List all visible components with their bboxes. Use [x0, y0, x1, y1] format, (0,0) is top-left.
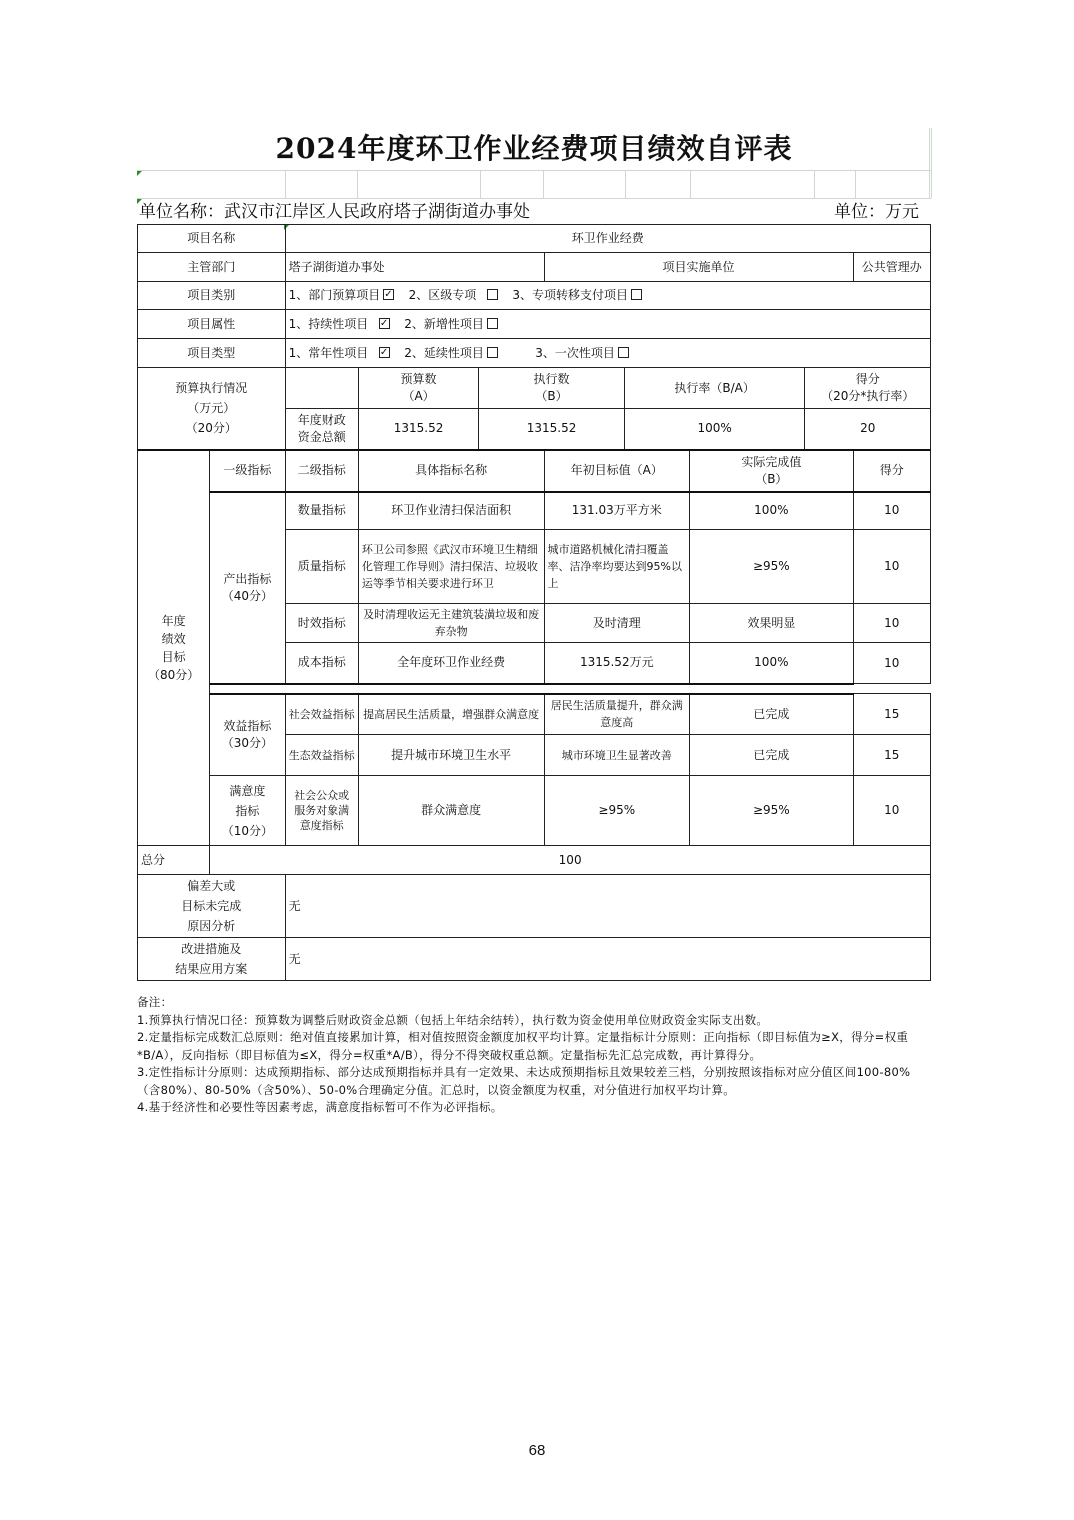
- budget-label: [138, 368, 286, 450]
- col-score-line1: 得分: [855, 372, 880, 386]
- goal-score: 15: [853, 694, 930, 735]
- attr-option-1: 1、持续性项目: [288, 316, 369, 331]
- category-option-2: 2、区级专项: [408, 288, 477, 302]
- goals-label-line2: 绩效: [161, 631, 186, 646]
- type-option-2: 2、延续性项目: [404, 345, 484, 360]
- type-option-1: 1、常年性项目: [288, 345, 369, 360]
- satisfaction-indicator-label: [210, 776, 285, 846]
- goal-target: ≥95%: [544, 776, 690, 846]
- note-item: 4.基于经济性和必要性等因素考虑，满意度指标暂可不作为必评指标。: [137, 1100, 503, 1114]
- goals-label-line1: 年度: [161, 613, 186, 628]
- spacer-cell: [210, 684, 853, 694]
- goals-label-line3: 目标: [161, 649, 186, 664]
- checkbox-empty-icon: [618, 347, 629, 358]
- goal-row: [138, 492, 931, 530]
- note-item: 2.定量指标完成数汇总原则：绝对值直接累加计算，相对值按照资金额度加权平均计算。定量指标计分原则：正向指标（即目标值为≥X，得分=权重*B/A），反向指标（即目标值为≤X，得分=权重*A/B），得分不得突破权重总额。定量指标先汇总完成数，再计算得分。: [137, 1030, 909, 1062]
- goal-level2: 数量指标: [285, 492, 358, 530]
- goal-actual: 100%: [690, 492, 854, 530]
- col-rate: 执行率（B/A）: [624, 368, 805, 409]
- row-goals-header: [138, 450, 931, 492]
- page-title: 2024年度环卫作业经费项目绩效自评表: [275, 132, 793, 165]
- notes-section: [137, 994, 931, 1117]
- satisfaction-label-line2: 指标: [235, 803, 260, 818]
- budget-value: 1315.52: [358, 409, 478, 450]
- output-label-line1: 产出指标: [223, 571, 272, 586]
- header-actual: [690, 450, 854, 492]
- exec-value: 1315.52: [479, 409, 625, 450]
- header-actual-line1: 实际完成值: [741, 454, 802, 469]
- goal-actual: 100%: [690, 643, 854, 684]
- col-budget-line2: （A）: [402, 389, 435, 403]
- cell-comment-marker: [137, 171, 142, 176]
- satisfaction-label-line3: （10分）: [221, 823, 274, 838]
- goal-actual: 已完成: [690, 694, 854, 735]
- header-score: 得分: [853, 450, 930, 492]
- header-name: 具体指标名称: [358, 450, 544, 492]
- budget-row-label-line2: 资金总额: [297, 429, 346, 444]
- goal-score: 10: [853, 776, 930, 846]
- goal-level2: 社会公众或服务对象满意度指标: [285, 776, 358, 846]
- type-options: [285, 339, 930, 368]
- budget-row-label-line1: 年度财政: [297, 412, 346, 427]
- attr-label: 项目属性: [138, 310, 286, 339]
- unit-label: 单位：万元: [834, 202, 919, 222]
- goal-level2: 成本指标: [285, 643, 358, 684]
- checkbox-checked-icon: [379, 347, 390, 358]
- note-item: 3.定性指标计分原则：达成预期指标、部分达成预期指标并具有一定效果、未达成预期指标且效果较差三档，分别按照该指标对应分值区间100-80%（含80%）、80-50%（含50%）、50-0%合理确定分值。汇总时，以资金额度为权重，对分值进行加权平均计算。: [137, 1065, 911, 1097]
- category-option-3: 3、专项转移支付项目: [512, 288, 629, 302]
- satisfaction-label-line1: 满意度: [229, 783, 266, 798]
- benefit-indicator-label: [210, 694, 285, 776]
- total-label: 总分: [138, 846, 210, 875]
- unit-row: [137, 200, 931, 224]
- improvement-label: [138, 938, 286, 981]
- header-level1: 一级指标: [210, 450, 285, 492]
- goal-score: 10: [853, 604, 930, 643]
- goal-target: 1315.52万元: [544, 643, 690, 684]
- deviation-label-line1: 偏差大或: [187, 879, 236, 893]
- output-indicator-label: [210, 492, 285, 684]
- col-exec-line2: （B）: [535, 389, 568, 403]
- goal-row: [138, 776, 931, 846]
- project-name-label: 项目名称: [138, 225, 286, 253]
- attr-option-2: 2、新增性项目: [404, 316, 484, 331]
- budget-label-line1: 预算执行情况: [175, 381, 248, 396]
- goal-target: 131.03万平方米: [544, 492, 690, 530]
- dept-label: 主管部门: [138, 253, 286, 282]
- goal-name: 群众满意度: [358, 776, 544, 846]
- goals-section-label: [138, 450, 210, 846]
- checkbox-empty-icon: [487, 318, 498, 329]
- project-name-value: 环卫作业经费: [285, 225, 930, 253]
- goal-score: 15: [853, 735, 930, 776]
- goal-score: 10: [853, 643, 930, 684]
- checkbox-empty-icon: [487, 289, 498, 300]
- total-value: 100: [210, 846, 931, 875]
- goal-actual: ≥95%: [690, 776, 854, 846]
- checkbox-empty-icon: [631, 289, 642, 300]
- goal-target: 城市道路机械化清扫覆盖率、洁净率均要达到95%以上: [544, 530, 690, 604]
- score-value: 20: [805, 409, 931, 450]
- category-option-1: 1、部门预算项目: [288, 288, 381, 302]
- goal-level2: 质量指标: [285, 530, 358, 604]
- budget-label-line3: （20分）: [185, 421, 237, 436]
- header-target: 年初目标值（A）: [544, 450, 690, 492]
- checkbox-checked-icon: [379, 318, 390, 329]
- goal-name: 提高居民生活质量，增强群众满意度: [358, 694, 544, 735]
- row-total: [138, 846, 931, 875]
- category-label: 项目类别: [138, 282, 286, 310]
- goal-name: 提升城市环境卫生水平: [358, 735, 544, 776]
- col-budget: [358, 368, 478, 409]
- improvement-label-line2: 结果应用方案: [175, 962, 248, 976]
- col-score: [805, 368, 931, 409]
- checkbox-checked-icon: [383, 289, 394, 300]
- benefit-label-line1: 效益指标: [223, 718, 272, 733]
- row-category: [138, 282, 931, 310]
- improvement-value: 无: [285, 938, 930, 981]
- evaluation-table: [137, 224, 931, 981]
- category-options: [285, 282, 930, 310]
- header-level2: 二级指标: [285, 450, 358, 492]
- goals-label-line4: （80分）: [147, 667, 200, 682]
- rate-value: 100%: [624, 409, 805, 450]
- goal-target: 居民生活质量提升，群众满意度高: [544, 694, 690, 735]
- goal-name: 全年度环卫作业经费: [358, 643, 544, 684]
- improvement-label-line1: 改进措施及: [181, 942, 242, 956]
- row-type: [138, 339, 931, 368]
- deviation-label: [138, 875, 286, 938]
- col-budget-line1: 预算数: [400, 372, 437, 386]
- note-item: 1.预算执行情况口径：预算数为调整后财政资金总额（包括上年结余结转），执行数为资金使用单位财政资金实际支出数。: [137, 1012, 769, 1027]
- org-name: 单位名称：武汉市江岸区人民政府塔子湖街道办事处: [139, 202, 530, 222]
- budget-label-line2: （万元）: [187, 401, 236, 416]
- impl-label: 项目实施单位: [544, 253, 853, 282]
- goal-name: 环卫作业清扫保洁面积: [358, 492, 544, 530]
- goal-actual: 已完成: [690, 735, 854, 776]
- spacer-row: [138, 684, 931, 694]
- benefit-label-line2: （30分）: [221, 735, 274, 750]
- goal-target: 城市环境卫生显著改善: [544, 735, 690, 776]
- col-score-line2: （20分*执行率）: [821, 389, 915, 403]
- deviation-label-line3: 原因分析: [187, 919, 236, 933]
- row-deviation: [138, 875, 931, 938]
- goal-level2: 社会效益指标: [285, 694, 358, 735]
- row-dept: [138, 253, 931, 282]
- goal-level2: 时效指标: [285, 604, 358, 643]
- goal-name: 环卫公司参照《武汉市环境卫生精细化管理工作导则》清扫保洁、垃圾收运等季节相关要求进行环卫: [358, 530, 544, 604]
- header-actual-line2: （B）: [755, 471, 788, 486]
- goal-row: [138, 694, 931, 735]
- row-improvement: [138, 938, 931, 981]
- goal-actual: 效果明显: [690, 604, 854, 643]
- deviation-value: 无: [285, 875, 930, 938]
- col-exec-line1: 执行数: [533, 372, 570, 386]
- output-label-line2: （40分）: [221, 588, 274, 603]
- row-budget-header: [138, 368, 931, 409]
- dept-value: 塔子湖街道办事处: [285, 253, 544, 282]
- goal-level2: 生态效益指标: [285, 735, 358, 776]
- type-label: 项目类型: [138, 339, 286, 368]
- impl-value: 公共管理办: [853, 253, 930, 282]
- attr-options: [285, 310, 930, 339]
- row-attribute: [138, 310, 931, 339]
- goal-score: 10: [853, 530, 930, 604]
- col-exec: [479, 368, 625, 409]
- blank-cell: [285, 368, 358, 409]
- budget-row-label: [285, 409, 358, 450]
- goal-name: 及时清理收运无主建筑装潢垃圾和废弃杂物: [358, 604, 544, 643]
- type-option-3: 3、一次性项目: [535, 345, 615, 360]
- row-project-name: [138, 225, 931, 253]
- page-number: 68: [528, 1442, 546, 1459]
- goal-target: 及时清理: [544, 604, 690, 643]
- goal-score: 10: [853, 492, 930, 530]
- deviation-label-line2: 目标未完成: [181, 899, 242, 913]
- notes-heading: 备注：: [137, 995, 173, 1009]
- goal-actual: ≥95%: [690, 530, 854, 604]
- checkbox-empty-icon: [487, 347, 498, 358]
